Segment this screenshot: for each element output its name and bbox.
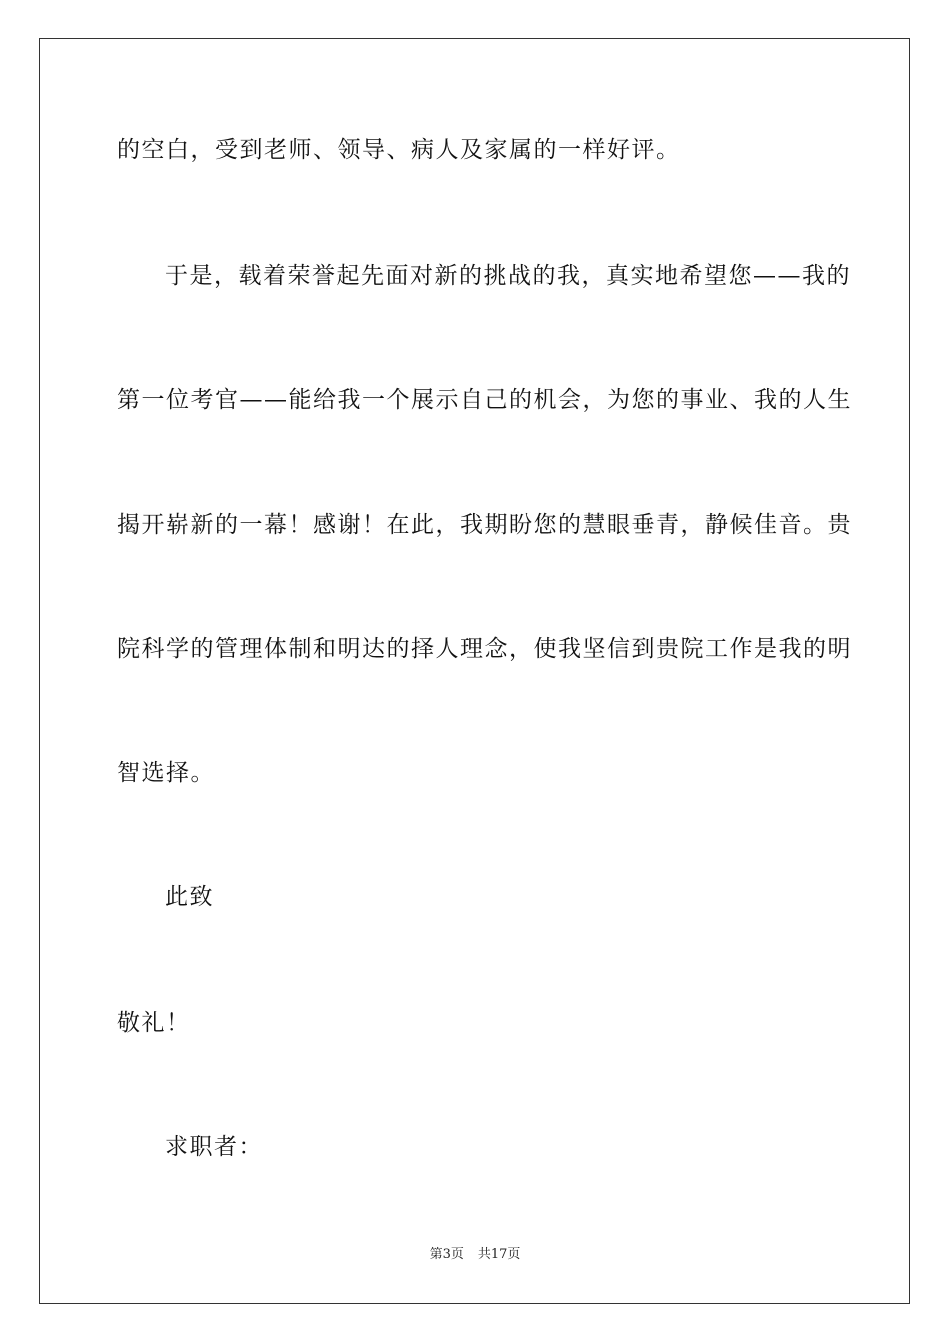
- text-line: 于是，载着荣誉起先面对新的挑战的我，真实地希望您——我的: [165, 263, 851, 289]
- text-line: 第一位考官——能给我一个展示自己的机会，为您的事业、我的人生: [117, 387, 852, 413]
- page-number: 第3页: [429, 1247, 464, 1262]
- salutation-line: 此致: [165, 884, 214, 910]
- page-frame: [39, 38, 910, 1304]
- text-line: 院科学的管理体制和明达的择人理念，使我坚信到贵院工作是我的明: [117, 636, 852, 662]
- page-total: 共17页: [477, 1247, 521, 1262]
- page-footer: [0, 1246, 950, 1264]
- signature-line: 求职者：: [165, 1134, 263, 1160]
- text-line: 揭开崭新的一幕！感谢！在此，我期盼您的慧眼垂青，静候佳音。贵: [117, 512, 852, 538]
- text-line: 的空白，受到老师、领导、病人及家属的一样好评。: [117, 137, 681, 163]
- salutation-line: 敬礼！: [117, 1010, 191, 1036]
- text-line: 智选择。: [117, 760, 215, 786]
